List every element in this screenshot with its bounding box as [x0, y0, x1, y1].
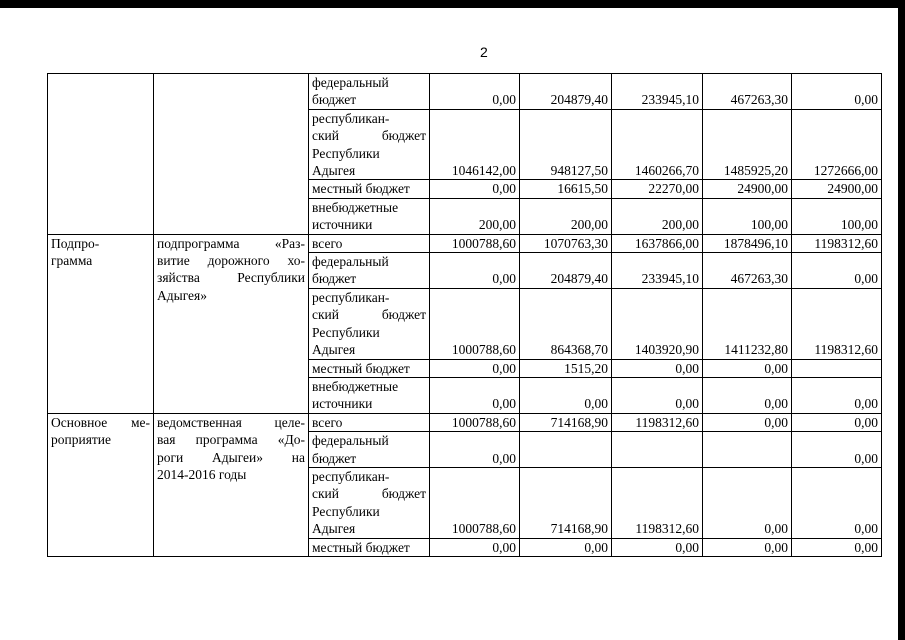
- funding-source-line: республикан-: [312, 289, 390, 305]
- amount-cell: 0,00: [703, 413, 792, 431]
- amount-cell: [612, 432, 703, 468]
- funding-source-line: бюджет: [312, 450, 357, 466]
- amount-cell: 1878496,10: [703, 234, 792, 252]
- funding-source-cell: [309, 432, 430, 468]
- program-name-line: подпрограмма «Раз-: [157, 235, 305, 251]
- funding-source-line: Адыгея: [312, 163, 356, 179]
- amount-cell: 1460266,70: [612, 109, 703, 180]
- funding-source-line: всего: [312, 235, 343, 251]
- amount-cell: 24900,00: [703, 180, 792, 198]
- funding-source-line: ский бюджет: [312, 307, 426, 323]
- section-type-line: роприятие: [51, 432, 112, 448]
- amount-cell: 0,00: [792, 253, 882, 289]
- funding-source-line: республикан-: [312, 468, 390, 484]
- amount-cell: 1198312,60: [612, 467, 703, 538]
- amount-cell: 204879,40: [520, 253, 612, 289]
- amount-cell: 1000788,60: [430, 288, 520, 359]
- funding-source-line: источники: [312, 396, 373, 412]
- amount-cell: 714168,90: [520, 467, 612, 538]
- amount-cell: [792, 359, 882, 377]
- amount-cell: 0,00: [520, 538, 612, 556]
- scan-edge-right: [898, 0, 905, 640]
- table-row: [48, 413, 882, 431]
- amount-cell: 0,00: [703, 467, 792, 538]
- amount-cell: 1000788,60: [430, 413, 520, 431]
- amount-cell: 1198312,60: [792, 234, 882, 252]
- program-name-line: вая программа «До-: [157, 432, 305, 448]
- scan-edge-top: [0, 0, 905, 8]
- amount-cell: 0,00: [430, 377, 520, 413]
- amount-cell: 204879,40: [520, 74, 612, 110]
- table-row: [48, 74, 882, 110]
- funding-source-line: Республики: [312, 145, 380, 161]
- program-name-line: Адыгея»: [157, 287, 207, 303]
- amount-cell: 22270,00: [612, 180, 703, 198]
- amount-cell: 1272666,00: [792, 109, 882, 180]
- amount-cell: 0,00: [792, 467, 882, 538]
- funding-source-line: местный бюджет: [312, 181, 410, 197]
- funding-source-cell: [309, 413, 430, 431]
- section-type-cell: [48, 234, 154, 413]
- table-row: [48, 234, 882, 252]
- funding-source-cell: [309, 198, 430, 234]
- section-type-line: Основное ме-: [51, 414, 150, 430]
- funding-source-line: федеральный: [312, 75, 389, 90]
- amount-cell: 0,00: [703, 538, 792, 556]
- amount-cell: 948127,50: [520, 109, 612, 180]
- amount-cell: [520, 432, 612, 468]
- amount-cell: 1000788,60: [430, 234, 520, 252]
- section-type-line: Подпро-: [51, 235, 100, 251]
- program-name-line: витие дорожного хо-: [157, 253, 305, 269]
- funding-source-cell: [309, 467, 430, 538]
- funding-source-line: Республики: [312, 324, 380, 340]
- funding-source-cell: [309, 538, 430, 556]
- funding-source-cell: [309, 234, 430, 252]
- amount-cell: 1000788,60: [430, 467, 520, 538]
- amount-cell: 0,00: [430, 253, 520, 289]
- amount-cell: 0,00: [430, 538, 520, 556]
- amount-cell: 0,00: [792, 413, 882, 431]
- amount-cell: 0,00: [792, 538, 882, 556]
- funding-source-line: федеральный: [312, 254, 389, 270]
- amount-cell: 0,00: [612, 538, 703, 556]
- amount-cell: 0,00: [612, 377, 703, 413]
- amount-cell: 1515,20: [520, 359, 612, 377]
- funding-source-cell: [309, 180, 430, 198]
- funding-source-line: местный бюджет: [312, 360, 410, 376]
- amount-cell: 1070763,30: [520, 234, 612, 252]
- amount-cell: 1637866,00: [612, 234, 703, 252]
- amount-cell: 233945,10: [612, 74, 703, 110]
- page-number: 2: [480, 44, 488, 60]
- section-type-line: грамма: [51, 253, 93, 269]
- amount-cell: 200,00: [520, 198, 612, 234]
- amount-cell: 0,00: [430, 359, 520, 377]
- funding-source-line: бюджет: [312, 271, 357, 287]
- amount-cell: 1198312,60: [792, 288, 882, 359]
- funding-source-line: Адыгея: [312, 521, 356, 537]
- funding-source-line: республикан-: [312, 110, 390, 126]
- amount-cell: 467263,30: [703, 253, 792, 289]
- amount-cell: 1485925,20: [703, 109, 792, 180]
- funding-source-line: федеральный: [312, 433, 389, 449]
- amount-cell: 1411232,80: [703, 288, 792, 359]
- amount-cell: 100,00: [703, 198, 792, 234]
- funding-source-cell: [309, 377, 430, 413]
- funding-table: [47, 73, 882, 557]
- amount-cell: 467263,30: [703, 74, 792, 110]
- amount-cell: 233945,10: [612, 253, 703, 289]
- amount-cell: 200,00: [430, 198, 520, 234]
- funding-source-line: источники: [312, 217, 373, 233]
- amount-cell: 0,00: [612, 359, 703, 377]
- program-name-cell: [154, 74, 309, 235]
- funding-source-cell: [309, 74, 430, 110]
- amount-cell: 24900,00: [792, 180, 882, 198]
- funding-source-line: бюджет: [312, 92, 357, 108]
- program-name-cell: [154, 234, 309, 413]
- amount-cell: 0,00: [703, 359, 792, 377]
- amount-cell: 0,00: [792, 377, 882, 413]
- funding-source-line: внебюджетные: [312, 199, 399, 215]
- program-name-line: 2014-2016 годы: [157, 466, 247, 482]
- funding-source-line: ский бюджет: [312, 128, 426, 144]
- section-type-cell: [48, 74, 154, 235]
- program-name-line: роги Адыгеи» на: [157, 449, 305, 465]
- funding-source-line: Республики: [312, 503, 380, 519]
- program-name-line: ведомственная целе-: [157, 414, 305, 430]
- amount-cell: 0,00: [430, 432, 520, 468]
- amount-cell: 714168,90: [520, 413, 612, 431]
- funding-source-line: Адыгея: [312, 342, 356, 358]
- amount-cell: 0,00: [430, 74, 520, 110]
- amount-cell: 100,00: [792, 198, 882, 234]
- program-name-cell: [154, 413, 309, 556]
- funding-table-body: [48, 74, 882, 557]
- funding-source-line: внебюджетные: [312, 378, 399, 394]
- amount-cell: 0,00: [792, 432, 882, 468]
- amount-cell: 16615,50: [520, 180, 612, 198]
- funding-source-line: всего: [312, 414, 343, 430]
- funding-source-line: ский бюджет: [312, 486, 426, 502]
- amount-cell: 1198312,60: [612, 413, 703, 431]
- amount-cell: 1403920,90: [612, 288, 703, 359]
- funding-source-cell: [309, 253, 430, 289]
- amount-cell: 0,00: [703, 377, 792, 413]
- amount-cell: 864368,70: [520, 288, 612, 359]
- amount-cell: 1046142,00: [430, 109, 520, 180]
- funding-source-cell: [309, 359, 430, 377]
- funding-source-cell: [309, 288, 430, 359]
- amount-cell: 200,00: [612, 198, 703, 234]
- funding-source-cell: [309, 109, 430, 180]
- section-type-cell: [48, 413, 154, 556]
- amount-cell: 0,00: [792, 74, 882, 110]
- amount-cell: [703, 432, 792, 468]
- amount-cell: 0,00: [520, 377, 612, 413]
- funding-source-line: местный бюджет: [312, 539, 410, 555]
- amount-cell: 0,00: [430, 180, 520, 198]
- program-name-line: зяйства Республики: [157, 270, 305, 286]
